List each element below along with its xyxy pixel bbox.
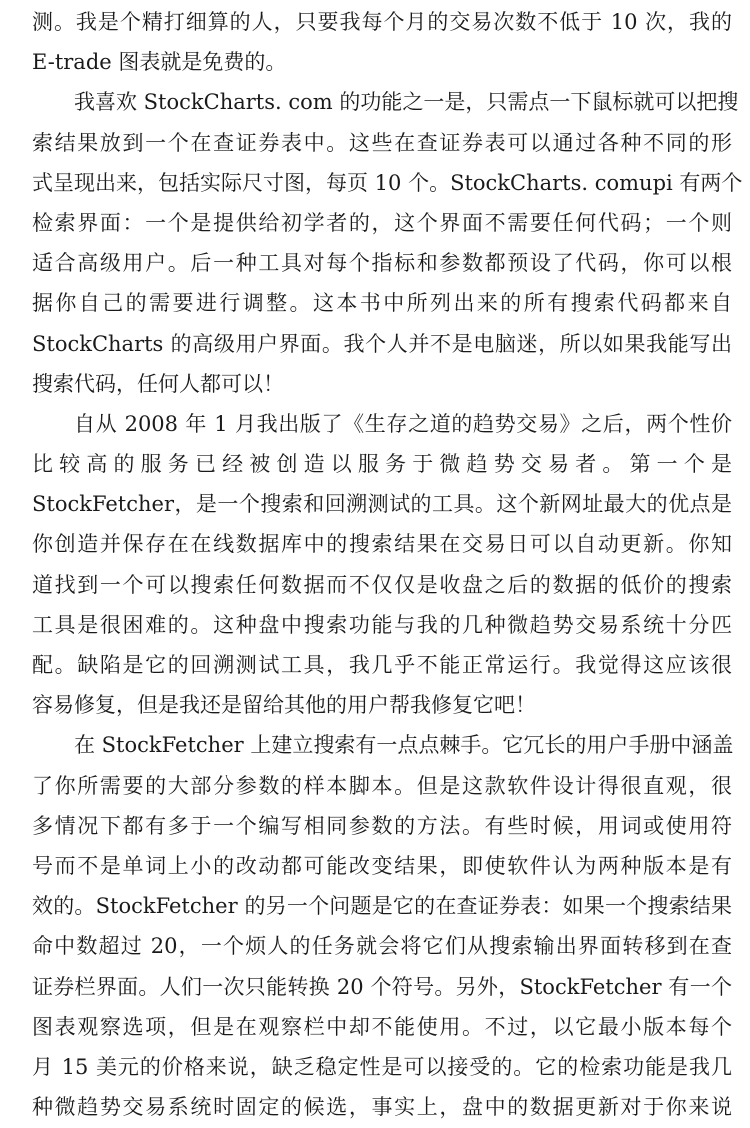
- text-line: 比较高的服务已经被创造以服务于微趋势交易者。第一个是: [32, 452, 732, 477]
- text-line: 适合高级用户。后一种工具对每个指标和参数都预设了代码，你可以根: [32, 251, 732, 276]
- text-line: 式呈现出来，包括实际尺寸图，每页 10 个。StockCharts. comupi 有两个: [32, 170, 743, 195]
- text-line: 多情况下都有多于一个编写相同参数的方法。有些时候，用词或使用符: [32, 813, 732, 838]
- text-line: 索结果放到一个在查证券表中。这些在查证券表可以通过各种不同的形: [32, 130, 732, 155]
- paragraph-3: [32, 404, 732, 726]
- text-line: 搜索代码，任何人都可以！: [32, 371, 284, 396]
- text-line: 容易修复，但是我还是留给其他的用户帮我修复它吧！: [32, 693, 536, 718]
- text-line: 配。缺陷是它的回溯测试工具，我几乎不能正常运行。我觉得这应该很: [32, 653, 732, 677]
- text-line: 据你自己的需要进行调整。这本书中所列出来的所有搜索代码都来自: [32, 291, 732, 316]
- text-line: 测。我是个精打细算的人，只要我每个月的交易次数不低于 10 次，我的: [32, 10, 732, 34]
- text-line: 证券栏界面。人们一次只能转换 20 个符号。另外，StockFetcher 有一个: [32, 974, 732, 999]
- paragraph-2: [32, 82, 743, 404]
- text-line: 你创造并保存在在线数据库中的搜索结果在交易日可以自动更新。你知: [32, 532, 732, 557]
- text-line: StockFetcher，是一个搜索和回溯测试的工具。这个新网址最大的优点是: [32, 492, 732, 517]
- text-line: 我喜欢 StockCharts. com 的功能之一是，只需点一下鼠标就可以把搜: [74, 90, 739, 115]
- text-line: 号而不是单词上小的改动都可能改变结果，即使软件认为两种版本是有: [32, 853, 732, 878]
- text-line: E-trade 图表就是免费的。: [32, 50, 287, 75]
- text-line: 种微趋势交易系统时固定的候选，事实上，盘中的数据更新对于你来说: [32, 1095, 732, 1120]
- text-line: 自从 2008 年 1 月我出版了《生存之道的趋势交易》之后，两个性价: [74, 411, 732, 436]
- text-line: 命中数超过 20，一个烦人的任务就会将它们从搜索输出界面转移到在查: [32, 934, 732, 959]
- text-line: 效的。StockFetcher 的另一个问题是它的在查证券表：如果一个搜索结果: [32, 894, 732, 919]
- book-page-text: [32, 2, 743, 1127]
- text-line: 了你所需要的大部分参数的样本脚本。但是这款软件设计得很直观，很: [32, 773, 732, 798]
- text-line: 在 StockFetcher 上建立搜索有一点点棘手。它冗长的用户手册中涵盖: [74, 733, 734, 758]
- text-line: 检索界面：一个是提供给初学者的，这个界面不需要任何代码；一个则: [32, 210, 732, 235]
- paragraph-1: [32, 2, 732, 82]
- text-line: 工具是很困难的。这种盘中搜索功能与我的几种微趋势交易系统十分匹: [32, 612, 732, 637]
- text-line: 图表观察选项，但是在观察栏中却不能使用。不过，以它最小版本每个: [32, 1014, 732, 1039]
- text-line: 月 15 美元的价格来说，缺乏稳定性是可以接受的。它的检索功能是我几: [32, 1054, 732, 1079]
- text-line: StockCharts 的高级用户界面。我个人并不是电脑迷，所以如果我能写出: [32, 331, 732, 356]
- paragraph-4: [32, 725, 732, 1127]
- text-line: 道找到一个可以搜索任何数据而不仅仅是收盘之后的数据的低价的搜索: [32, 572, 732, 597]
